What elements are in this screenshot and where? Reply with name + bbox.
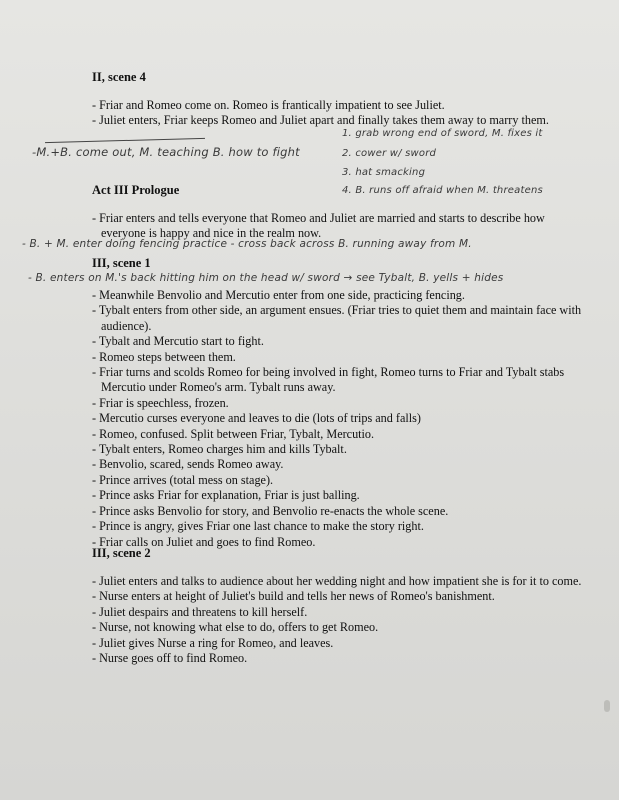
list-item: - Juliet enters and talks to audience about her wedding night and how impatient she is for it to come.: [92, 574, 582, 588]
list-item: - Tybalt enters, Romeo charges him and kills Tybalt.: [92, 442, 347, 457]
binder-hole-mark: [604, 700, 610, 712]
list-item: - Tybalt and Mercutio start to fight.: [92, 334, 264, 349]
list-item: - Prince is angry, gives Friar one last chance to make the story right.: [92, 519, 424, 534]
list-item: - Friar calls on Juliet and goes to find Romeo.: [92, 534, 316, 549]
list-item: - Prince asks Friar for explanation, Friar is just balling.: [92, 488, 360, 503]
list-item: - Prince asks Benvolio for story, and Benvolio re-enacts the whole scene.: [92, 503, 449, 518]
list-item: - Juliet despairs and threatens to kill herself.: [92, 604, 308, 619]
list-item: - Friar and Romeo come on. Romeo is frantically impatient to see Juliet.: [92, 98, 445, 112]
section-heading-iii-scene-2: III, scene 2: [92, 546, 151, 560]
list-item: - Mercutio curses everyone and leaves to die (lots of trips and falls): [92, 411, 421, 426]
list-item: - Tybalt enters from other side, an argument ensues. (Friar tries to quiet them and maintain face with audience).: [92, 303, 582, 333]
list-item: - Meanwhile Benvolio and Mercutio enter from one side, practicing fencing.: [92, 288, 465, 302]
handwritten-note: - B. + M. enter doing fencing practice - cross back across B. running away from M.: [22, 238, 472, 250]
section-list-iii-scene-2: [92, 574, 592, 666]
section-heading-ii-scene-4: II, scene 4: [92, 70, 146, 84]
list-item: - Romeo steps between them.: [92, 349, 236, 364]
handwritten-note: - B. enters on M.'s back hitting him on the head w/ sword → see Tybalt, B. yells + hides: [28, 272, 504, 284]
handwritten-note: 3. hat smacking: [342, 167, 426, 178]
handwritten-rule: [45, 138, 205, 143]
section-heading-iii-scene-1: III, scene 1: [92, 256, 151, 270]
handwritten-note: 1. grab wrong end of sword, M. fixes it: [342, 128, 543, 139]
list-item: - Juliet gives Nurse a ring for Romeo, and leaves.: [92, 635, 334, 650]
list-item: - Romeo, confused. Split between Friar, Tybalt, Mercutio.: [92, 426, 375, 441]
section-list-iii-scene-1: [92, 288, 592, 550]
list-item: - Nurse goes off to find Romeo.: [92, 651, 248, 666]
list-item: - Nurse enters at height of Juliet's build and tells her news of Romeo's banishment.: [92, 589, 495, 604]
handwritten-note: 2. cower w/ sword: [342, 148, 437, 159]
list-item: - Benvolio, scared, sends Romeo away.: [92, 457, 284, 472]
list-item: - Juliet enters, Friar keeps Romeo and Juliet apart and finally takes them away to marry them.: [92, 113, 549, 128]
list-item: - Prince arrives (total mess on stage).: [92, 472, 274, 487]
section-heading-act-iii-prologue: Act III Prologue: [92, 183, 180, 197]
handwritten-note: 4. B. runs off afraid when M. threatens: [342, 185, 543, 196]
section-list-ii-scene-4: [92, 98, 592, 129]
list-item: - Nurse, not knowing what else to do, offers to get Romeo.: [92, 620, 379, 635]
list-item: - Friar turns and scolds Romeo for being involved in fight, Romeo turns to Friar and Tybalt stabs Mercutio under Romeo's arm. Tybalt runs away.: [92, 365, 565, 395]
handwritten-note: -M.+B. come out, M. teaching B. how to fight: [32, 145, 300, 159]
list-item: - Friar is speechless, frozen.: [92, 395, 229, 410]
list-item: - Friar enters and tells everyone that Romeo and Juliet are married and starts to describe how everyone is happy and nice in the realm now.: [92, 211, 545, 241]
